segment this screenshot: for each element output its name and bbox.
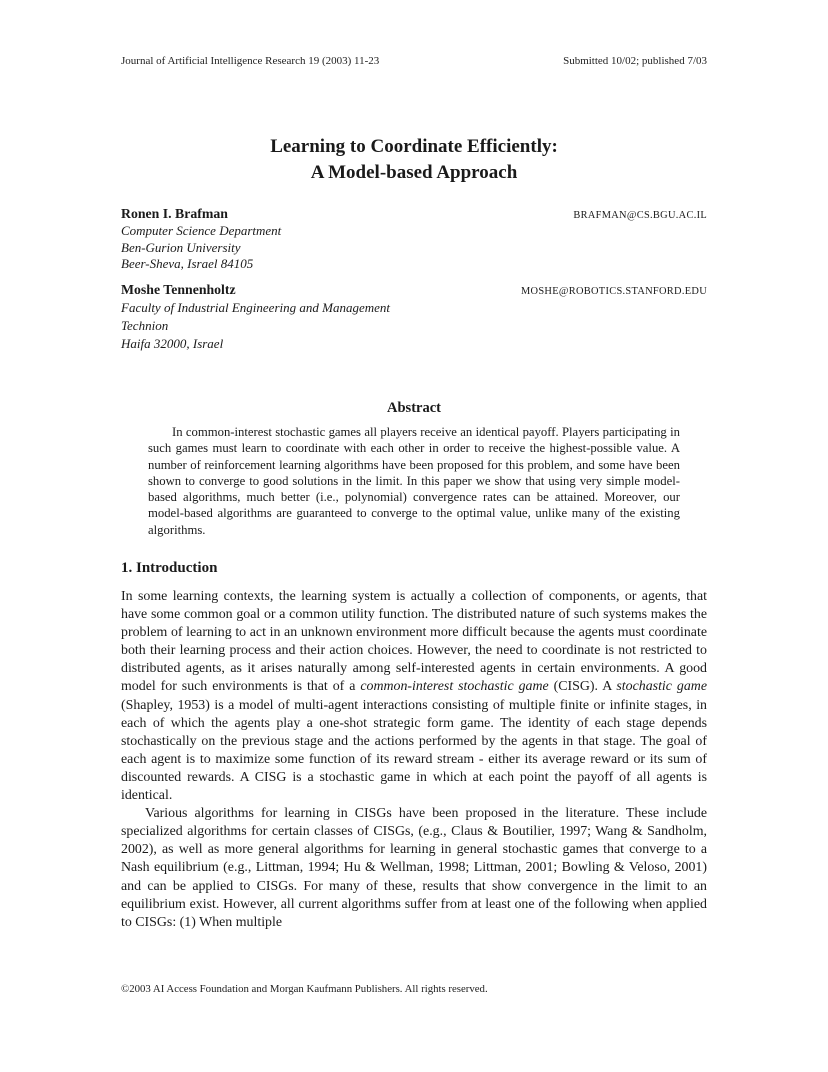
affiliation-line: Beer-Sheva, Israel 84105 (121, 256, 254, 271)
text-run: (Shapley, 1953) is a model of multi-agent interactions consisting of multiple finite or infinite stages, in each of which the agents play a one-shot strategic form game. The identity of each stage depends stochastically on the previous stage and the actions performed by the agents in that stage. The goal of each agent is to maximize some function of its reward stream - either its average reward or its sum of discounted rewards. A CISG is a stochastic game in which at each point the payoff of all agents is identical. (121, 697, 707, 804)
submission-dates: Submitted 10/02; published 7/03 (563, 55, 707, 67)
author-name: Moshe Tennenholtz (121, 282, 236, 297)
body-paragraph-2: Various algorithms for learning in CISGs have been proposed in the literature. These include specialized algorithms for certain classes of CISGs, (e.g., Claus & Boutilier, 1997; Wang & Sandholm, 2002), as well as more general algorithms for learning in general stochastic games that converge to a Nash equilibrium (e.g., Littman, 1994; Hu & Wellman, 1998; Littman, 2001; Bowling & Veloso, 2001) and can be applied to CISGs. For many of these, results that show convergence in the limit to an equilibrium exist. However, all current algorithms suffer from at least one of the following when applied to CISGs: (1) When multiple (121, 806, 707, 930)
title-line-1: Learning to Coordinate Efficiently: (270, 136, 558, 157)
affiliation-line: Ben-Gurion University (121, 239, 241, 255)
author-email: BRAFMAN@CS.BGU.AC.IL (573, 210, 707, 221)
author-name: Ronen I. Brafman (121, 206, 228, 221)
author-affiliation (121, 299, 707, 353)
copyright-footer: ©2003 AI Access Foundation and Morgan Kaufmann Publishers. All rights reserved. (121, 983, 488, 995)
text-run: (CISG). A (548, 679, 617, 695)
title-line-2: A Model-based Approach (310, 162, 518, 183)
abstract-heading: Abstract (387, 400, 441, 416)
affiliation-line: Haifa 32000, Israel (121, 336, 224, 351)
body-paragraph-1 (121, 588, 707, 805)
author-email: MOSHE@ROBOTICS.STANFORD.EDU (521, 286, 707, 297)
abstract-body (148, 424, 680, 538)
section-heading: 1. Introduction (121, 560, 218, 576)
journal-citation: Journal of Artificial Intelligence Research 19 (2003) 11-23 (121, 55, 380, 67)
paper-title (0, 134, 828, 186)
running-header (121, 55, 707, 67)
author-affiliation (121, 223, 707, 273)
author-block-2 (121, 282, 707, 353)
emphasis-term: common-interest stochastic game (360, 679, 549, 695)
author-block-1 (121, 206, 707, 273)
affiliation-line: Computer Science Department (121, 223, 282, 238)
section-body (121, 588, 707, 932)
affiliation-line: Faculty of Industrial Engineering and Management (121, 300, 390, 315)
text-run: In some learning contexts, the learning system is actually a collection of components, or agents, that have some common goal or a common utility function. The distributed nature of such systems makes the problem of learning to act in an unknown environment more difficult because the agents must coordinate both their learning process and their action choices. However, the need to coordinate is not restricted to distributed agents, as it arises naturally among self-interested agents in certain environments. A good model for such environments is that of a (121, 589, 707, 695)
abstract-paragraph: In common-interest stochastic games all players receive an identical payoff. Players participating in such games must learn to coordinate with each other in order to receive the highest-possible value. A number of reinforcement learning algorithms have been proposed for this problem, and some have been shown to converge to good solutions in the limit. In this paper we show that using very simple model-based algorithms, much better (i.e., polynomial) convergence rates can be attained. Moreover, our model-based algorithms are guaranteed to converge to the optimal value, unlike many of the existing algorithms. (148, 425, 680, 537)
emphasis-term: stochastic game (616, 679, 707, 695)
affiliation-line: Technion (121, 318, 169, 333)
